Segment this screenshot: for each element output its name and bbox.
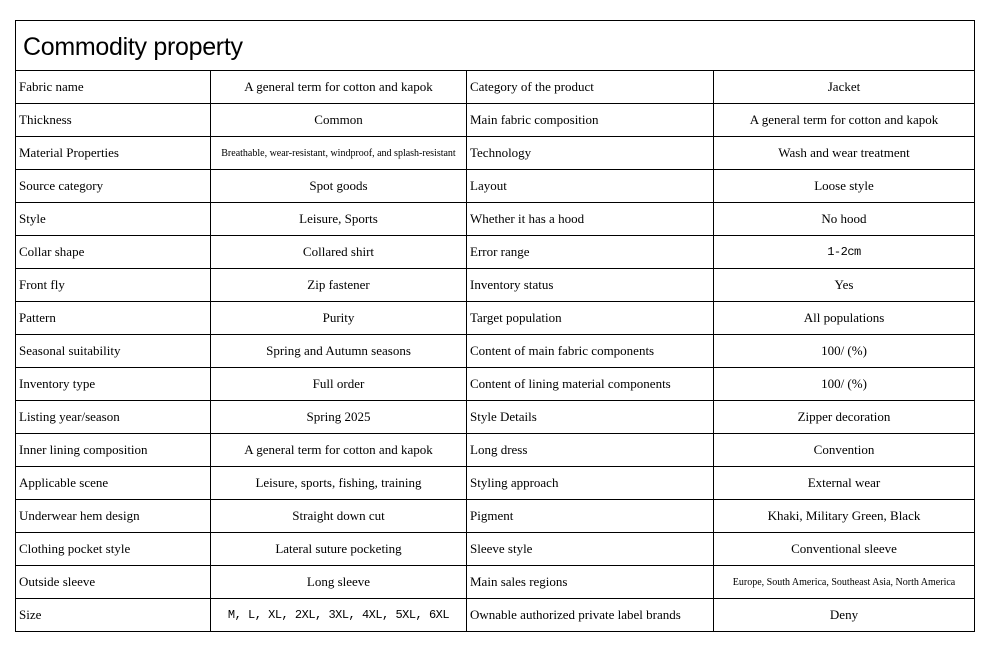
property-value: Spring 2025 [211,401,467,434]
table-row [16,203,975,236]
table-row [16,434,975,467]
table-row [16,533,975,566]
property-label: Style Details [467,401,714,434]
table-row [16,566,975,599]
property-label: Applicable scene [16,467,211,500]
table-row [16,71,975,104]
property-label: Category of the product [467,71,714,104]
property-label: Underwear hem design [16,500,211,533]
property-label: Style [16,203,211,236]
table-title: Commodity property [16,21,975,71]
property-label: Content of lining material components [467,368,714,401]
property-value: Europe, South America, Southeast Asia, North America [714,566,975,599]
property-label: Content of main fabric components [467,335,714,368]
table-row [16,104,975,137]
property-label: Main sales regions [467,566,714,599]
table-row [16,302,975,335]
property-label: Whether it has a hood [467,203,714,236]
property-value: Loose style [714,170,975,203]
property-value: 1-2cm [714,236,975,269]
table-row [16,137,975,170]
property-value: 100/ (%) [714,368,975,401]
property-value: 100/ (%) [714,335,975,368]
property-label: Long dress [467,434,714,467]
property-label: Front fly [16,269,211,302]
property-value: Yes [714,269,975,302]
property-value: Convention [714,434,975,467]
table-row [16,269,975,302]
property-value: Purity [211,302,467,335]
property-value: All populations [714,302,975,335]
property-label: Inventory status [467,269,714,302]
property-value: Spring and Autumn seasons [211,335,467,368]
property-label: Ownable authorized private label brands [467,599,714,632]
property-label: Inventory type [16,368,211,401]
property-value: Conventional sleeve [714,533,975,566]
property-value: Common [211,104,467,137]
property-label: Fabric name [16,71,211,104]
property-value: Breathable, wear-resistant, windproof, and splash-resistant [211,137,467,170]
property-label: Seasonal suitability [16,335,211,368]
property-value: Lateral suture pocketing [211,533,467,566]
property-value: A general term for cotton and kapok [714,104,975,137]
property-value: Straight down cut [211,500,467,533]
table-row [16,170,975,203]
property-label: Collar shape [16,236,211,269]
property-value: Leisure, sports, fishing, training [211,467,467,500]
property-value: Zip fastener [211,269,467,302]
property-label: Thickness [16,104,211,137]
property-value: No hood [714,203,975,236]
commodity-property-table [15,20,975,632]
property-value: Collared shirt [211,236,467,269]
table-row [16,500,975,533]
property-label: Main fabric composition [467,104,714,137]
property-label: Size [16,599,211,632]
table-row [16,401,975,434]
table-row [16,467,975,500]
title-row [16,21,975,71]
property-value: A general term for cotton and kapok [211,434,467,467]
property-label: Source category [16,170,211,203]
property-label: Layout [467,170,714,203]
table-row [16,599,975,632]
property-value: Long sleeve [211,566,467,599]
property-label: Pigment [467,500,714,533]
property-value: Jacket [714,71,975,104]
property-label: Inner lining composition [16,434,211,467]
property-value: External wear [714,467,975,500]
property-label: Listing year/season [16,401,211,434]
property-label: Error range [467,236,714,269]
property-label: Material Properties [16,137,211,170]
property-value: Spot goods [211,170,467,203]
property-value: Leisure, Sports [211,203,467,236]
property-value: Zipper decoration [714,401,975,434]
property-value: Deny [714,599,975,632]
property-label: Styling approach [467,467,714,500]
property-value: Khaki, Military Green, Black [714,500,975,533]
property-value: A general term for cotton and kapok [211,71,467,104]
property-label: Clothing pocket style [16,533,211,566]
property-value: Wash and wear treatment [714,137,975,170]
property-label: Technology [467,137,714,170]
table-row [16,236,975,269]
property-label: Target population [467,302,714,335]
property-value: Full order [211,368,467,401]
table-row [16,368,975,401]
property-label: Outside sleeve [16,566,211,599]
commodity-property-sheet [15,20,973,632]
property-label: Pattern [16,302,211,335]
property-label: Sleeve style [467,533,714,566]
table-row [16,335,975,368]
property-value: M, L, XL, 2XL, 3XL, 4XL, 5XL, 6XL [211,599,467,632]
